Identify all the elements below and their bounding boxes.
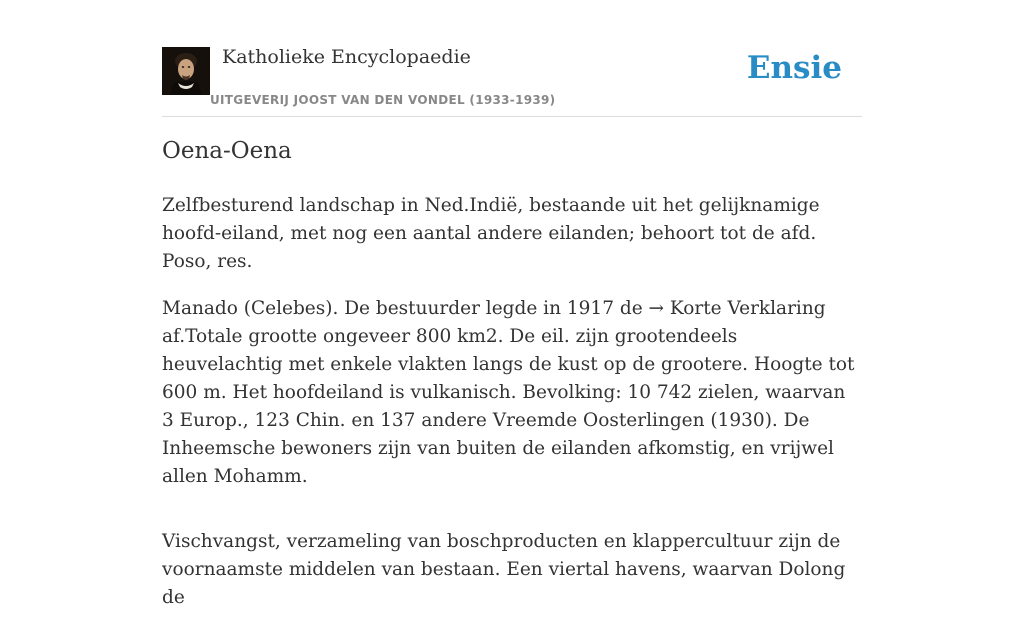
ensie-logo[interactable]: Ensie bbox=[746, 50, 842, 86]
article-body bbox=[162, 192, 862, 631]
article-paragraph: Zelfbesturend landschap in Ned.Indië, bestaande uit het gelijknamige hoofd-eiland, met nog een aantal andere eilanden; behoort tot de afd. Poso, res. bbox=[162, 195, 820, 272]
site-title[interactable]: Katholieke Encyclopaedie bbox=[222, 46, 471, 68]
article-paragraph: Manado (Celebes). De bestuurder legde in 1917 de → Korte Verklaring af.Totale grootte ongeveer 800 km2. De eil. zijn grootendeels heuvelachtig met enkele vlakten langs de kust op de grootere. Hoogte tot 600 m. Het hoofdeiland is vulkanisch. Bevolking: 10 742 zielen, waarvan 3 Europ., 123 Chin. en 137 andere Vreemde Oosterlingen (1930). De Inheemsche bewoners zijn van buiten de eilanden afkomstig, en vrijwel allen Mohamm. bbox=[162, 298, 855, 487]
site-header bbox=[162, 40, 862, 117]
portrait-avatar-icon[interactable] bbox=[162, 47, 210, 95]
article-title: Oena-Oena bbox=[162, 138, 292, 164]
publisher-subtitle: UITGEVERIJ JOOST VAN DEN VONDEL (1933-1939) bbox=[210, 93, 556, 107]
article-paragraph: Vischvangst, verzameling van boschproducten en klappercultuur zijn de voornaamste middelen van bestaan. Een viertal havens, waarvan Dolong de bbox=[162, 531, 846, 608]
